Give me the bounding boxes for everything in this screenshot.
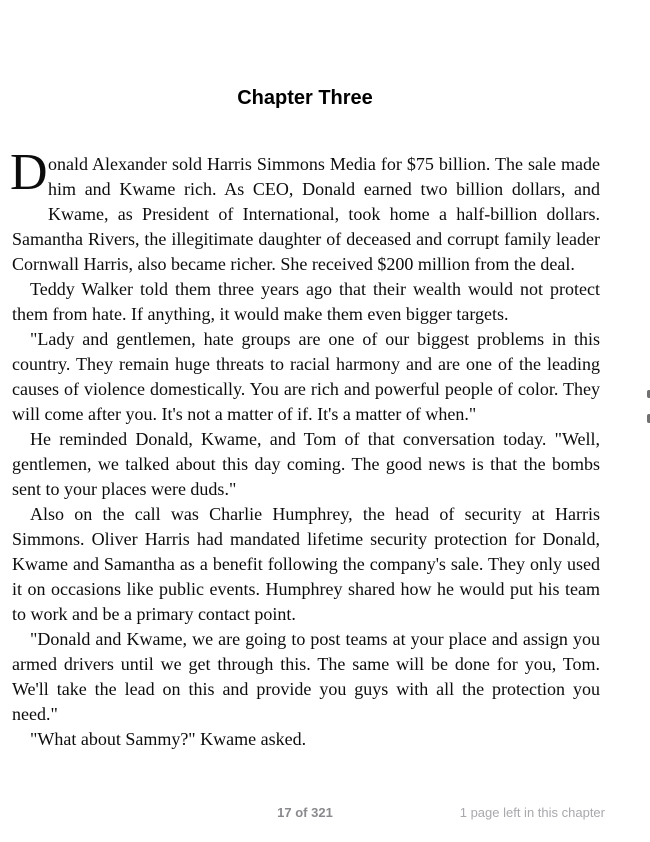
paragraph-opening [10,144,600,277]
paragraph: "Donald and Kwame, we are going to post teams at your place and assign you armed drivers until we get through this. The same will be done for you, Tom. We'll take the lead on this and provide you guys with all the protection you need." [12,629,600,724]
paragraph: He reminded Donald, Kwame, and Tom of that conversation today. "Well, gentlemen, we talked about this day coming. The good news is that the bombs sent to your places were duds." [12,429,600,499]
opening-paragraph-text: onald Alexander sold Harris Simmons Media for $75 billion. The sale made him and Kwame rich. As CEO, Donald earned two billion dollars, and Kwame, as President of International, took home a half-billion dollars. Samantha Rivers, the illegitimate daughter of deceased and corrupt family leader Cornwall Harris, also became richer. She received $200 million from the deal. [12,154,600,274]
paragraph: Teddy Walker told them three years ago that their wealth would not protect them from hate. If anything, it would make them even bigger targets. [12,279,600,324]
page-position-label: 17 of 321 [277,805,333,820]
paragraph: "Lady and gentlemen, hate groups are one of our biggest problems in this country. They remain huge threats to racial harmony and are one of the leading causes of violence domestically. You are rich and powerful people of color. They will come after you. It's not a matter of if. It's a matter of when." [12,329,600,424]
paragraph: Also on the call was Charlie Humphrey, the head of security at Harris Simmons. Oliver Harris had mandated lifetime security protection for Donald, Kwame and Samantha as a benefit following the company's sale. They only used it on occasions like public events. Humphrey shared how he would put his team to work and be a primary contact point. [12,504,600,624]
pages-left-label: 1 page left in this chapter [459,805,605,820]
book-body [10,144,600,752]
drop-cap [10,144,48,223]
chapter-title: Chapter Three [237,87,373,109]
paragraph: "What about Sammy?" Kwame asked. [30,729,307,749]
drop-cap-letter: D [10,144,48,201]
reader-footer [12,805,605,821]
